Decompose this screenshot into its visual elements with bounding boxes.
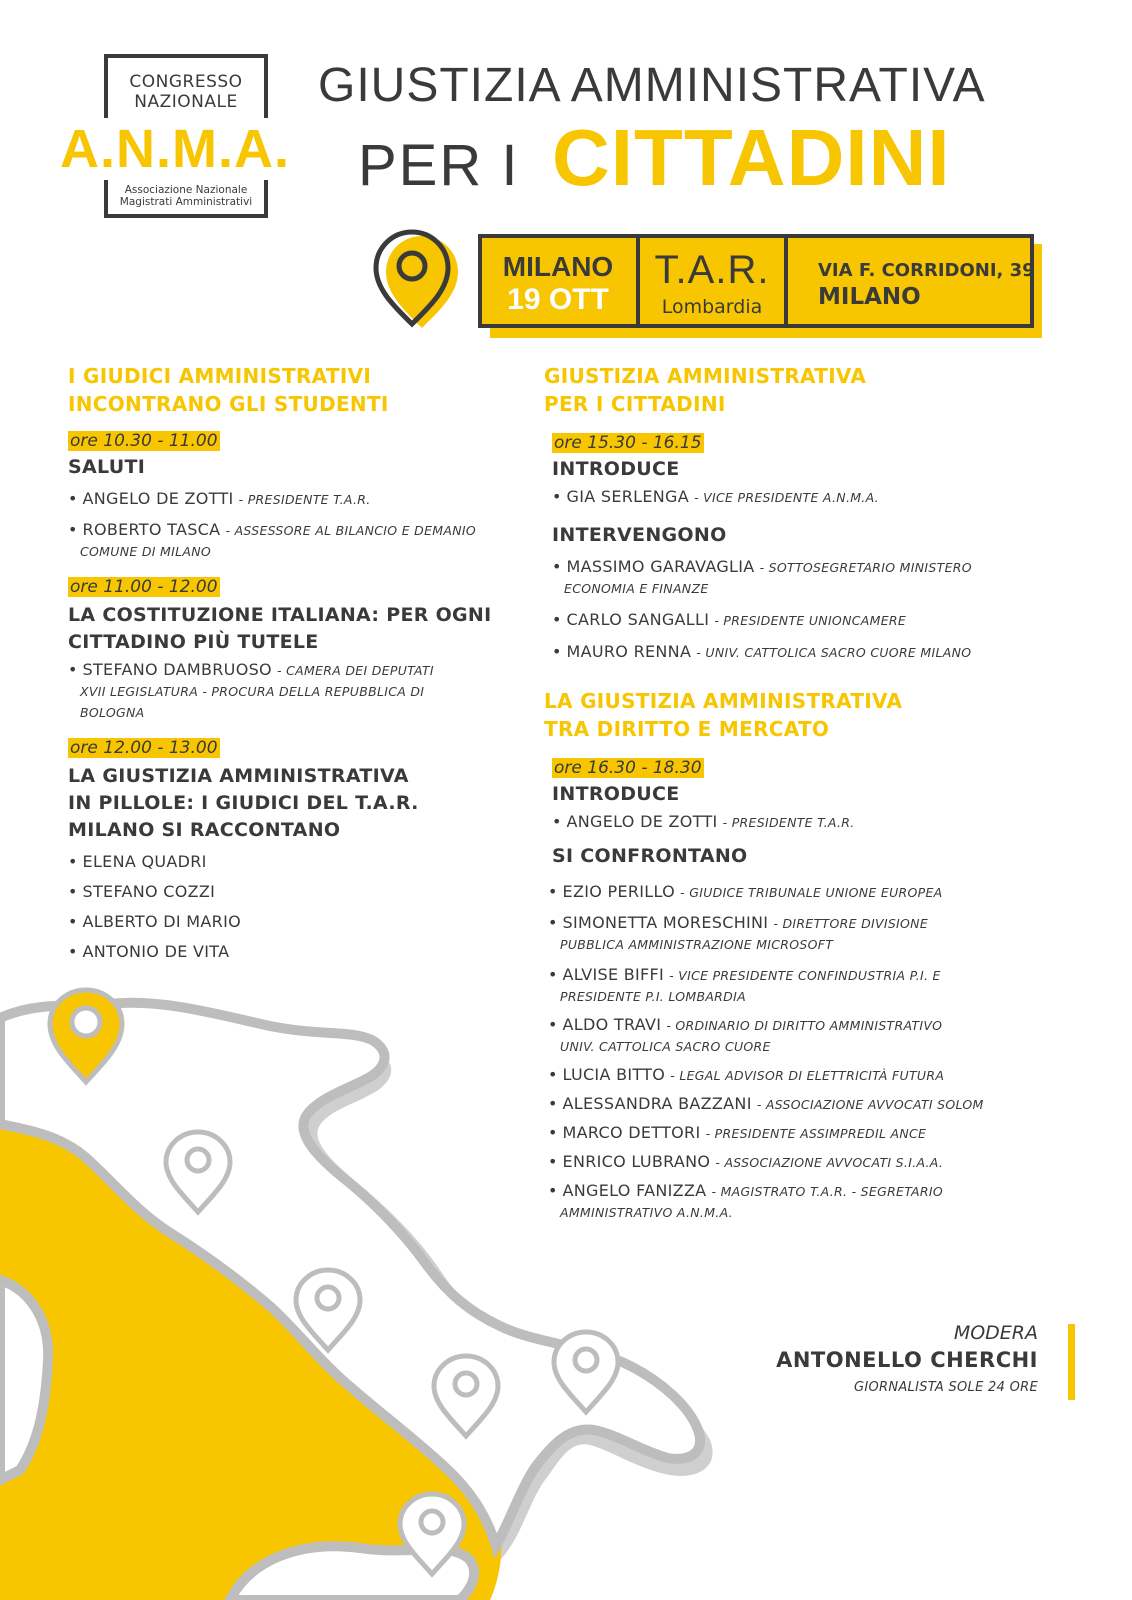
talk-title: LA GIUSTIZIA AMMINISTRATIVA [68,765,409,787]
speaker-item: • STEFANO DAMBRUOSO - CAMERA DEI DEPUTATI [68,660,434,679]
section-title: PER I CITTADINI [544,392,726,416]
speaker-item: • ELENA QUADRI [68,852,207,871]
title-line1: GIUSTIZIA AMMINISTRATIVA [318,59,986,112]
logo-line1: CONGRESSO [129,72,243,92]
introduce-label: INTRODUCE [552,783,680,805]
modera-label: MODERA [953,1322,1038,1344]
info-venue: T.A.R. [654,248,770,292]
speaker-role-cont: AMMINISTRATIVO A.N.M.A. [560,1205,733,1220]
map-pin-icon [370,228,466,332]
time-tag: ore 10.30 - 11.00 [70,431,218,451]
talk-title: LA COSTITUZIONE ITALIANA: PER OGNI [68,604,492,626]
speaker-item: • ENRICO LUBRANO - ASSOCIAZIONE AVVOCATI S.I.A.A. [548,1152,944,1171]
time-tag: ore 12.00 - 13.00 [70,738,218,758]
speaker-item: • ALESSANDRA BAZZANI - ASSOCIAZIONE AVVOCATI SOLOM [548,1094,984,1113]
modera-role: GIORNALISTA SOLE 24 ORE [853,1380,1038,1395]
speaker-role-cont: PRESIDENTE P.I. LOMBARDIA [560,989,746,1004]
modera-name: ANTONELLO CHERCHI [776,1348,1038,1372]
speaker-item: • SIMONETTA MORESCHINI - DIRETTORE DIVISIONE [548,913,929,932]
speaker-role-cont: BOLOGNA [80,705,145,720]
info-date: 19 OTT [507,283,609,316]
section-title: INCONTRANO GLI STUDENTI [68,392,389,416]
info-city: MILANO [502,251,614,282]
speaker-item: • CARLO SANGALLI - PRESIDENTE UNIONCAMERE [552,610,907,629]
info-divider [784,234,788,328]
speaker-item: • STEFANO COZZI [68,882,216,901]
logo-assoc-line2: Magistrati Amministrativi [119,196,253,208]
left-column [68,362,538,962]
speaker-item: • MAURO RENNA - UNIV. CATTOLICA SACRO CUORE MILANO [552,642,972,661]
speaker-role-cont: ECONOMIA E FINANZE [564,581,709,596]
speaker-item: • MARCO DETTORI - PRESIDENTE ASSIMPREDIL ANCE [548,1123,927,1142]
section-title: I GIUDICI AMMINISTRATIVI [68,364,372,388]
speaker-item: • ALDO TRAVI - ORDINARIO DI DIRITTO AMMINISTRATIVO [548,1015,943,1034]
info-venue-sub: Lombardia [661,296,763,318]
introduce-label: INTRODUCE [552,458,680,480]
section-title: GIUSTIZIA AMMINISTRATIVA [544,364,867,388]
speaker-item: • ALVISE BIFFI - VICE PRESIDENTE CONFINDUSTRIA P.I. E [548,965,941,984]
time-tag: ore 15.30 - 16.15 [554,433,702,453]
speaker-item: • ANGELO DE ZOTTI - PRESIDENTE T.A.R. [68,489,371,508]
speaker-item: • ROBERTO TASCA - ASSESSORE AL BILANCIO E DEMANIO [68,520,477,539]
speaker-role-cont: PUBBLICA AMMINISTRAZIONE MICROSOFT [560,937,834,952]
confrontano-list [548,882,1072,1223]
title-line2-highlight: CITTADINI [552,113,951,202]
info-address-line1: VIA F. CORRIDONI, 39 [818,260,1035,281]
intervengono-label: INTERVENGONO [552,524,727,546]
speaker-item: • ANGELO FANIZZA - MAGISTRATO T.A.R. - SEGRETARIO [548,1181,944,1200]
logo-assoc-line1: Associazione Nazionale [124,184,248,196]
speaker-role-cont: COMUNE DI MILANO [80,544,211,559]
speaker-item: • ANTONIO DE VITA [68,942,230,961]
section-title: LA GIUSTIZIA AMMINISTRATIVA [544,689,903,713]
speaker-item: • ANGELO DE ZOTTI - PRESIDENTE T.A.R. [552,812,855,831]
title-line2-prefix: PER I [358,133,520,198]
logo-line2: NAZIONALE [134,92,238,112]
speaker-role-cont: UNIV. CATTOLICA SACRO CUORE [560,1039,771,1054]
talk-title: SALUTI [68,456,146,478]
speaker-item: • GIA SERLENGA - VICE PRESIDENTE A.N.M.A. [552,487,879,506]
speaker-item: • EZIO PERILLO - GIUDICE TRIBUNALE UNIONE EUROPEA [548,882,943,901]
talk-title: IN PILLOLE: I GIUDICI DEL T.A.R. [68,792,419,814]
speaker-role-cont: XVII LEGISLATURA - PROCURA DELLA REPUBBLICA DI [80,684,425,699]
time-tag: ore 16.30 - 18.30 [554,758,702,778]
talk-title: CITTADINO PIÙ TUTELE [68,631,319,653]
time-tag: ore 11.00 - 12.00 [70,577,218,597]
speaker-item: • MASSIMO GARAVAGLIA - SOTTOSEGRETARIO MINISTERO [552,557,972,576]
section-title: TRA DIRITTO E MERCATO [544,717,830,741]
info-address-line2: MILANO [818,284,921,310]
speaker-item: • ALBERTO DI MARIO [68,912,241,931]
right-column [544,362,1072,1223]
logo-acronym: A.N.M.A. [60,119,290,179]
modera-accent-bar [1068,1324,1075,1400]
confrontano-label: SI CONFRONTANO [552,845,748,867]
speaker-item: • LUCIA BITTO - LEGAL ADVISOR DI ELETTRICITÀ FUTURA [548,1065,945,1084]
talk-title: MILANO SI RACCONTANO [68,819,341,841]
